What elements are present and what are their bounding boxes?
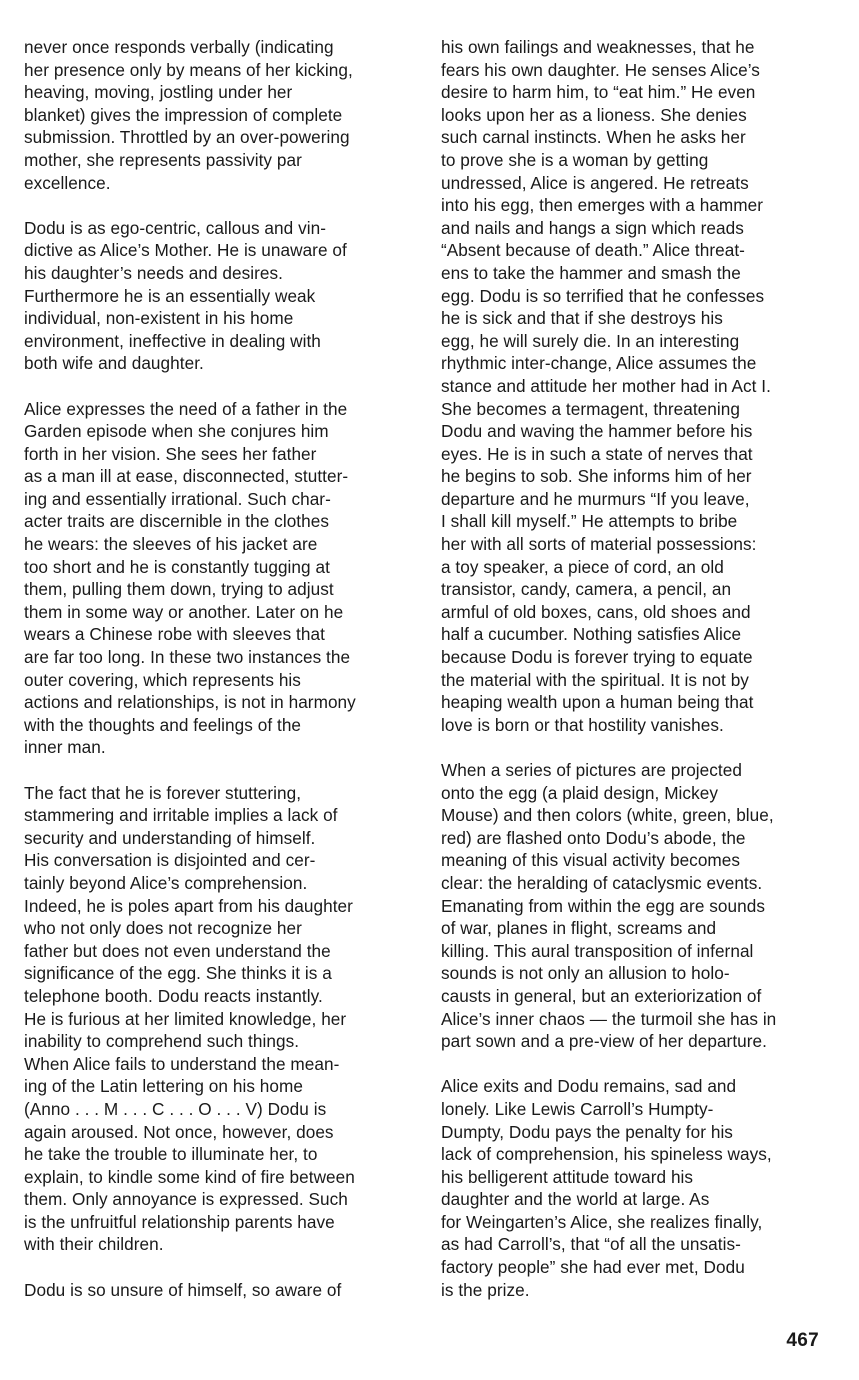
text-line: armful of old boxes, cans, old shoes and [441,601,751,622]
text-line: her with all sorts of material possessions: [441,534,757,555]
paragraph [441,1075,836,1301]
paragraph [24,398,404,760]
text-line: Alice exits and Dodu remains, sad and [441,1076,737,1097]
text-line: and nails and hangs a sign which reads [441,217,744,238]
text-line: factory people” she had ever met, Dodu [441,1257,745,1278]
paragraph [441,36,836,736]
text-line: both wife and daughter. [24,353,204,374]
text-line: clear: the heralding of cataclysmic events. [441,872,763,893]
text-line: lonely. Like Lewis Carroll’s Humpty- [441,1098,714,1119]
text-line: tainly beyond Alice’s comprehension. [24,872,308,893]
text-line: telephone booth. Dodu reacts instantly. [24,985,323,1006]
text-line: inner man. [24,737,106,758]
text-line: heaving, moving, jostling under her [24,82,293,103]
text-line: transistor, candy, camera, a pencil, an [441,579,732,600]
text-line: ens to take the hammer and smash the [441,262,741,283]
text-line: significance of the egg. She thinks it is a [24,963,332,984]
text-line: inability to comprehend such things. [24,1031,300,1052]
text-line: of war, planes in flight, screams and [441,918,717,939]
text-line: to prove she is a woman by getting [441,149,709,170]
text-line: explain, to kindle some kind of fire between [24,1166,355,1187]
text-line: He is furious at her limited knowledge, her [24,1008,347,1029]
paragraph [24,217,404,375]
text-line: I shall kill myself.” He attempts to bribe [441,511,738,532]
text-line: outer covering, which represents his [24,669,301,690]
text-line: When Alice fails to understand the mean- [24,1053,340,1074]
text-line: eyes. He is in such a state of nerves that [441,443,753,464]
text-line: When a series of pictures are projected [441,760,742,780]
text-line: acter traits are discernible in the clothes [24,511,329,532]
text-line: again aroused. Not once, however, does [24,1121,334,1142]
text-line: departure and he murmurs “If you leave, [441,488,750,509]
text-line: onto the egg (a plaid design, Mickey [441,782,718,803]
text-line: security and understanding of himself. [24,827,316,848]
text-line: sounds is not only an allusion to holo- [441,963,730,984]
text-line: he take the trouble to illuminate her, to [24,1144,318,1165]
text-line: killing. This aural transposition of infernal [441,940,754,961]
right-column [441,36,836,1324]
text-line: stance and attitude her mother had in Act I. [441,375,771,396]
text-line: (Anno . . . M . . . C . . . O . . . V) Dodu is [24,1098,327,1119]
text-line: “Absent because of death.” Alice threat- [441,240,745,261]
text-line: never once responds verbally (indicating [24,37,334,57]
text-line: rhythmic inter-change, Alice assumes the [441,353,757,374]
text-line: daughter and the world at large. As [441,1189,710,1210]
text-line: his own failings and weaknesses, that he [441,37,755,57]
text-line: Dodu and waving the hammer before his [441,421,753,442]
text-line: egg, he will surely die. In an interesting [441,330,740,351]
text-line: Dodu is so unsure of himself, so aware of [24,1279,342,1300]
paragraph [24,36,404,194]
text-line: them. Only annoyance is expressed. Such [24,1189,348,1210]
text-line: excellence. [24,172,111,193]
text-line: mother, she represents passivity par [24,149,302,170]
text-line: is the prize. [441,1279,530,1300]
text-line: His conversation is disjointed and cer- [24,850,316,871]
text-line: heaping wealth upon a human being that [441,692,754,713]
text-line: ing of the Latin lettering on his home [24,1076,303,1097]
text-line: She becomes a termagent, threatening [441,398,740,419]
text-line: environment, ineffective in dealing with [24,330,321,351]
text-line: for Weingarten’s Alice, she realizes finally, [441,1211,763,1232]
text-line: looks upon her as a lioness. She denies [441,104,747,125]
text-line: forth in her vision. She sees her father [24,443,317,464]
paragraph [441,759,836,1053]
text-line: are far too long. In these two instances the [24,647,351,668]
text-line: causts in general, but an exteriorization of [441,985,762,1006]
text-line: with the thoughts and feelings of the [24,714,302,735]
text-line: lack of comprehension, his spineless ways, [441,1144,772,1165]
text-line: desire to harm him, to “eat him.” He even [441,82,756,103]
text-line: Emanating from within the egg are sounds [441,895,765,916]
text-line: ing and essentially irrational. Such char- [24,488,331,509]
text-line: The fact that he is forever stuttering, [24,782,302,803]
text-line: Furthermore he is an essentially weak [24,285,316,306]
text-line: a toy speaker, a piece of cord, an old [441,556,724,577]
text-line: fears his own daughter. He senses Alice’s [441,59,760,80]
text-line: Indeed, he is poles apart from his daughter [24,895,353,916]
text-line: Dodu is as ego-centric, callous and vin- [24,217,326,238]
text-line: into his egg, then emerges with a hammer [441,195,764,216]
text-line: blanket) gives the impression of complete [24,104,343,125]
text-line: egg. Dodu is so terrified that he confesses [441,285,765,306]
text-line: he wears: the sleeves of his jacket are [24,534,318,555]
text-line: his belligerent attitude toward his [441,1166,694,1187]
text-line: Mouse) and then colors (white, green, blue, [441,805,774,826]
text-line: father but does not even understand the [24,940,331,961]
text-line: them in some way or another. Later on he [24,601,344,622]
text-line: with their children. [24,1234,164,1255]
page-number: 467 [786,1330,819,1351]
paragraph [24,1279,404,1302]
text-line: Garden episode when she conjures him [24,421,329,442]
text-line: them, pulling them down, trying to adjust [24,579,334,600]
text-line: meaning of this visual activity becomes [441,850,741,871]
text-line: as had Carroll’s, that “of all the unsatis- [441,1234,741,1255]
text-line: her presence only by means of her kicking, [24,59,353,80]
text-line: love is born or that hostility vanishes. [441,714,724,735]
text-line: undressed, Alice is angered. He retreats [441,172,749,193]
text-line: the material with the spiritual. It is not by [441,669,749,690]
text-line: red) are flashed onto Dodu’s abode, the [441,827,746,848]
text-line: his daughter’s needs and desires. [24,262,284,283]
text-line: Alice’s inner chaos — the turmoil she has in [441,1008,777,1029]
left-column [24,36,404,1324]
text-line: actions and relationships, is not in harmony [24,692,356,713]
text-line: because Dodu is forever trying to equate [441,647,753,668]
text-line: who not only does not recognize her [24,918,302,939]
text-line: individual, non-existent in his home [24,308,294,329]
text-line: is the unfruitful relationship parents have [24,1211,335,1232]
text-line: he is sick and that if she destroys his [441,308,723,329]
text-line: half a cucumber. Nothing satisfies Alice [441,624,742,645]
text-line: Alice expresses the need of a father in the [24,398,348,419]
text-line: too short and he is constantly tugging at [24,556,330,577]
paragraph [24,782,404,1256]
text-line: Dumpty, Dodu pays the penalty for his [441,1121,733,1142]
text-line: submission. Throttled by an over-powering [24,127,350,148]
text-line: part sown and a pre-view of her departure. [441,1031,767,1052]
text-line: he begins to sob. She informs him of her [441,466,752,487]
text-line: wears a Chinese robe with sleeves that [24,624,325,645]
text-line: stammering and irritable implies a lack of [24,805,338,826]
text-line: such carnal instincts. When he asks her [441,127,746,148]
text-line: dictive as Alice’s Mother. He is unaware of [24,240,347,261]
text-line: as a man ill at ease, disconnected, stutter- [24,466,349,487]
